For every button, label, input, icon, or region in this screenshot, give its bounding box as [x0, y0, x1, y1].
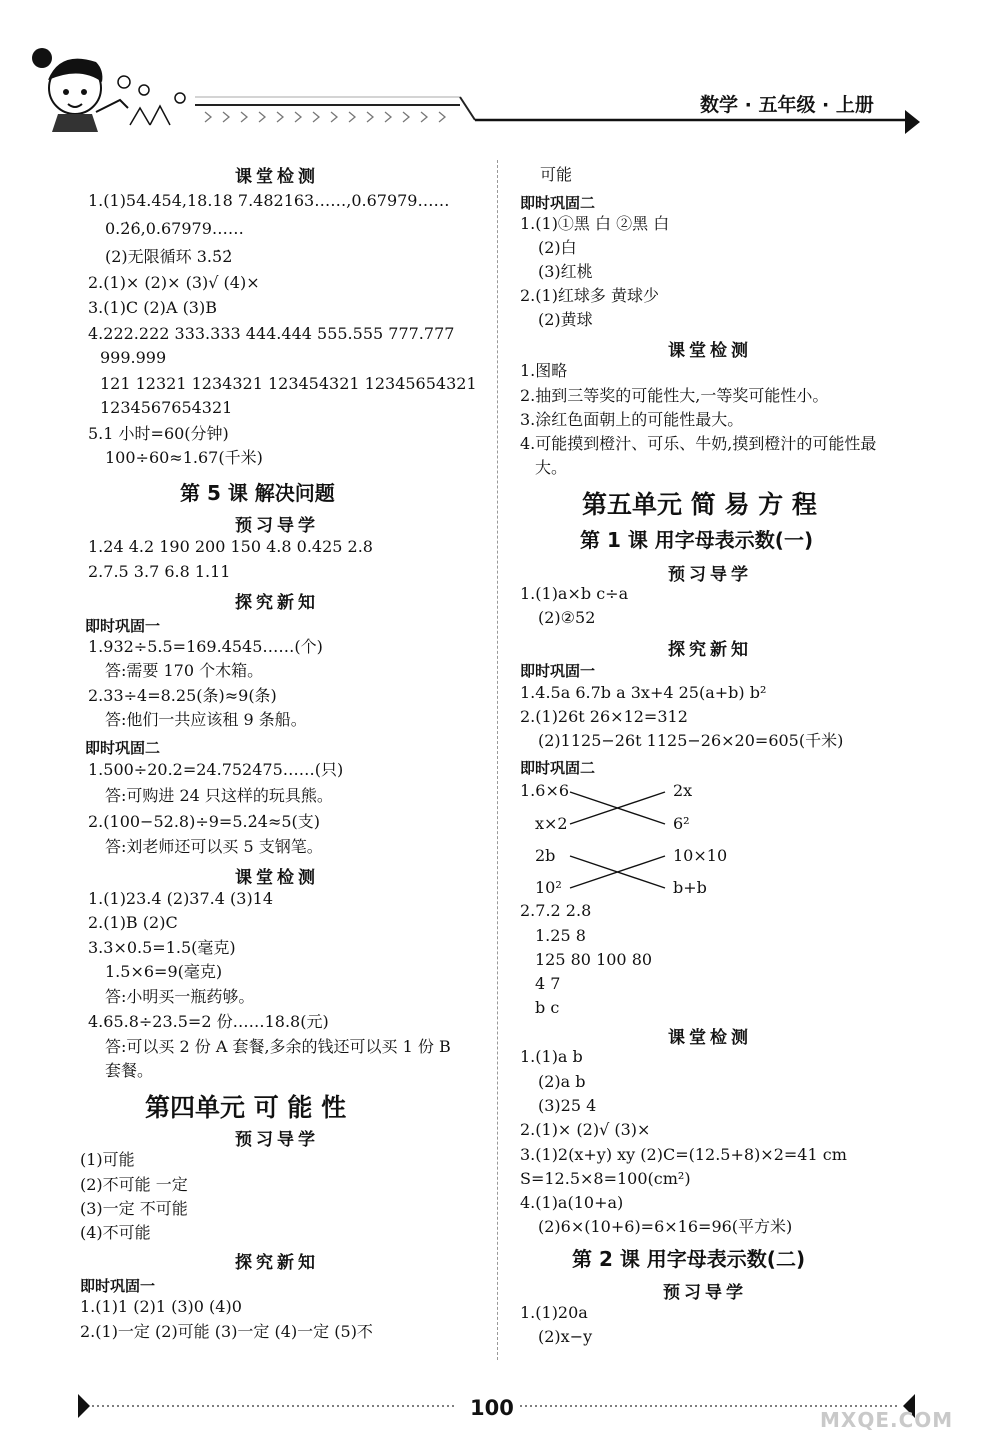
text-line: 1.(1)23.4 (2)37.4 (3)14	[88, 889, 274, 908]
text-line: 3.涂红色面朝上的可能性最大。	[520, 410, 744, 429]
text-line: x×2	[535, 814, 568, 833]
text-line: 5.1 小时=60(分钟)	[88, 424, 229, 443]
text-line: 121 12321 1234321 123454321 12345654321	[100, 374, 477, 393]
text-line: 4.(1)a(10+a)	[520, 1193, 624, 1212]
text-line: b c	[535, 998, 560, 1017]
text-line: (2)6×(10+6)=6×16=96(平方米)	[538, 1217, 793, 1236]
text-line: 1234567654321	[100, 398, 233, 417]
text-line: 2.(1)× (2)× (3)√ (4)×	[88, 273, 260, 292]
text-line: 2.抽到三等奖的可能性大,一等奖可能性小。	[520, 386, 829, 405]
text-line: 4 7	[535, 974, 561, 993]
text-line: 0.2̇6̇,0.67979……	[105, 219, 244, 238]
section-heading: 探究新知	[668, 640, 752, 660]
subsection-label: 即时巩固二	[520, 759, 596, 777]
text-line: 1.图略	[520, 361, 568, 380]
text-line: (2)白	[538, 238, 577, 257]
text-line: (3)红桃	[538, 262, 593, 281]
section-heading: 课堂检测	[668, 341, 752, 361]
text-line: 10²	[535, 878, 562, 897]
subsection-label: 即时巩固一	[85, 617, 161, 635]
lesson-title: 第 2 课 用字母表示数(二)	[572, 1247, 806, 1271]
text-line: (2)黄球	[538, 310, 593, 329]
text-line: 2.(1)B (2)C	[88, 913, 178, 932]
page-number: 100	[470, 1396, 514, 1420]
text-line: (2)不可能 一定	[80, 1175, 188, 1194]
text-line: 1.(1)1 (2)1 (3)0 (4)0	[80, 1297, 242, 1316]
text-line: 可能	[540, 165, 573, 184]
text-line: 1.(1)a b	[520, 1047, 583, 1066]
text-line: (2)1125−26t 1125−26×20=605(千米)	[538, 731, 844, 750]
text-line: 2.(1)26t 26×12=312	[520, 707, 688, 726]
text-line: 2x	[673, 781, 693, 800]
section-heading: 课堂检测	[235, 167, 319, 187]
text-line: 6²	[673, 814, 690, 833]
section-heading: 预习导学	[668, 565, 752, 585]
text-line: 4.222.222 333.333 444.444 555.555 777.777	[88, 324, 455, 343]
text-line: b+b	[673, 878, 707, 897]
text-line: (4)不可能	[80, 1223, 151, 1242]
text-line: 套餐。	[105, 1061, 154, 1080]
section-heading: 探究新知	[235, 593, 319, 613]
text-line: 1.4.5a 6.7b a 3x+4 25(a+b) b²	[520, 683, 767, 702]
text-line: 1.24 4.2 190 200 150 4.8 0.425 2.8	[88, 537, 373, 556]
subsection-label: 即时巩固二	[85, 739, 161, 757]
text-line: 2.(100−52.8)÷9=5.2̇4̇≈5(支)	[88, 812, 321, 831]
text-line: (2)无限循环 3.5̇2̇	[105, 247, 233, 266]
text-line: (3)25 4	[538, 1096, 597, 1115]
text-line: 2.(1)× (2)√ (3)×	[520, 1120, 651, 1139]
text-line: 1.(1)54.454,18.18 7.482163……,0.67979……	[88, 191, 450, 210]
header-title: 数学 · 五年级 · 上册	[700, 94, 874, 116]
text-line: (2)②52	[538, 608, 596, 627]
text-line: 答:他们一共应该租 9 条船。	[105, 710, 307, 729]
section-heading: 预习导学	[235, 1130, 319, 1150]
text-line: 大。	[535, 458, 568, 477]
text-line: 1.(1)a×b c÷a	[520, 584, 629, 603]
text-line: 999.999	[100, 348, 167, 367]
subsection-label: 即时巩固二	[520, 194, 596, 212]
text-line: 1.(1)①黑 白 ②黑 白	[520, 214, 670, 233]
text-line: 1.5×6=9(毫克)	[105, 962, 223, 981]
text-line: 100÷60≈1.67(千米)	[105, 448, 263, 467]
text-line: 4.可能摸到橙汁、可乐、牛奶,摸到橙汁的可能性最	[520, 434, 877, 453]
subsection-label: 即时巩固一	[520, 662, 596, 680]
section-heading: 课堂检测	[235, 868, 319, 888]
text-line: 3.(1)C (2)A (3)B	[88, 298, 217, 317]
text-line: 2.(1)红球多 黄球少	[520, 286, 660, 305]
watermark-text: MXQE.COM	[820, 1408, 954, 1432]
unit-title: 第四单元 可 能 性	[145, 1093, 347, 1122]
lesson-title: 第 1 课 用字母表示数(一)	[580, 528, 814, 552]
text-line: 125 80 100 80	[535, 950, 653, 969]
text-line: (3)一定 不可能	[80, 1199, 188, 1218]
text-line: 1.6×6	[520, 781, 570, 800]
text-line: 2.33÷4=8.25(条)≈9(条)	[88, 686, 277, 705]
text-line: (1)可能	[80, 1150, 135, 1169]
subsection-label: 即时巩固一	[80, 1277, 156, 1295]
text-line: 答:小明买一瓶药够。	[105, 987, 255, 1006]
text-line: 2.(1)一定 (2)可能 (3)一定 (4)一定 (5)不	[80, 1322, 373, 1341]
text-line: 1.(1)20a	[520, 1303, 588, 1322]
text-line: 3.3×0.5=1.5(毫克)	[88, 938, 236, 957]
text-line: (2)x−y	[538, 1327, 593, 1346]
text-line: 2.7.2 2.8	[520, 901, 592, 920]
text-line: 1.932÷5.5=169.4545……(个)	[88, 637, 323, 656]
text-line: (2)a b	[538, 1072, 586, 1091]
lesson-title: 第 5 课 解决问题	[180, 481, 335, 505]
text-line: 答:可购进 24 只这样的玩具熊。	[105, 786, 333, 805]
text-line: 2b	[535, 846, 556, 865]
unit-title: 第五单元 简 易 方 程	[582, 490, 817, 519]
text-line: 答:需要 170 个木箱。	[105, 661, 264, 680]
text-line: S=12.5×8=100(cm²)	[520, 1169, 691, 1188]
text-line: 10×10	[673, 846, 728, 865]
text-line: 3.(1)2(x+y) xy (2)C=(12.5+8)×2=41 cm	[520, 1145, 847, 1164]
text-line: 1.25 8	[535, 926, 586, 945]
text-line: 1.500÷20.2=24.752475……(只)	[88, 760, 344, 779]
section-heading: 预习导学	[663, 1283, 747, 1303]
text-line: 答:可以买 2 份 A 套餐,多余的钱还可以买 1 份 B	[105, 1037, 451, 1056]
text-line: 答:刘老师还可以买 5 支钢笔。	[105, 837, 323, 856]
section-heading: 探究新知	[235, 1253, 319, 1273]
text-line: 4.65.8÷23.5=2 份……18.8(元)	[88, 1012, 329, 1031]
section-heading: 预习导学	[235, 516, 319, 536]
text-line: 2.7.5 3.7 6.8 1.11	[88, 562, 231, 581]
section-heading: 课堂检测	[668, 1028, 752, 1048]
